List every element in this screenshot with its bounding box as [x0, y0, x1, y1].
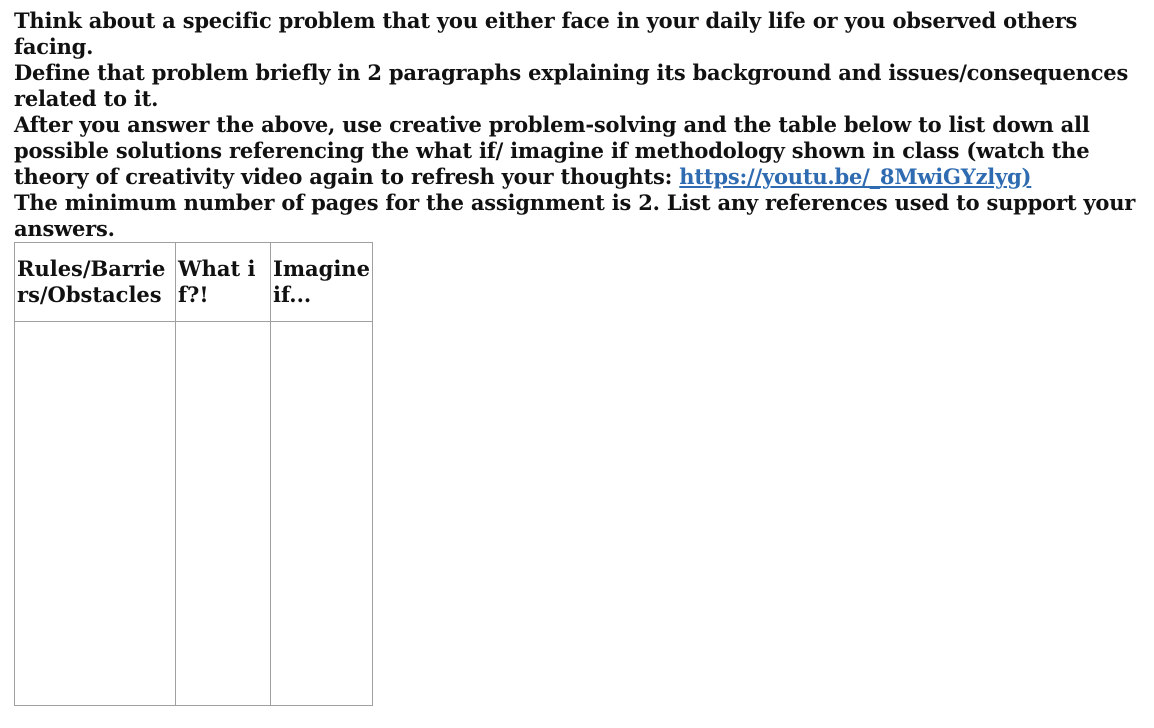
solutions-table	[14, 242, 373, 706]
cell-rules-barriers-obstacles[interactable]	[15, 322, 176, 706]
instructions-block	[14, 8, 1142, 242]
header-imagine-if: Imagine if...	[271, 243, 373, 322]
cell-what-if[interactable]	[176, 322, 271, 706]
instruction-paragraph-3	[14, 112, 1142, 190]
instruction-paragraph-4: The minimum number of pages for the assignment is 2. List any references used to support your answers.	[14, 190, 1136, 241]
header-what-if: What if?!	[176, 243, 271, 322]
table-header-row	[15, 243, 373, 322]
cell-imagine-if[interactable]	[271, 322, 373, 706]
instruction-paragraph-1: Think about a specific problem that you either face in your daily life or you observed others facing.	[14, 8, 1078, 59]
video-link[interactable]: https://youtu.be/_8MwiGYzlyg)	[679, 164, 1032, 189]
instruction-paragraph-3-text: After you answer the above, use creative problem-solving and the table below to list down all possible solutions referencing the what if/ imagine if methodology shown in class (watch the theory of creativity video again to refresh your thoughts:	[14, 112, 1090, 189]
instruction-paragraph-2: Define that problem briefly in 2 paragraphs explaining its background and issues/consequences related to it.	[14, 60, 1129, 111]
header-rules-barriers-obstacles: Rules/Barriers/Obstacles	[15, 243, 176, 322]
table-row	[15, 322, 373, 706]
